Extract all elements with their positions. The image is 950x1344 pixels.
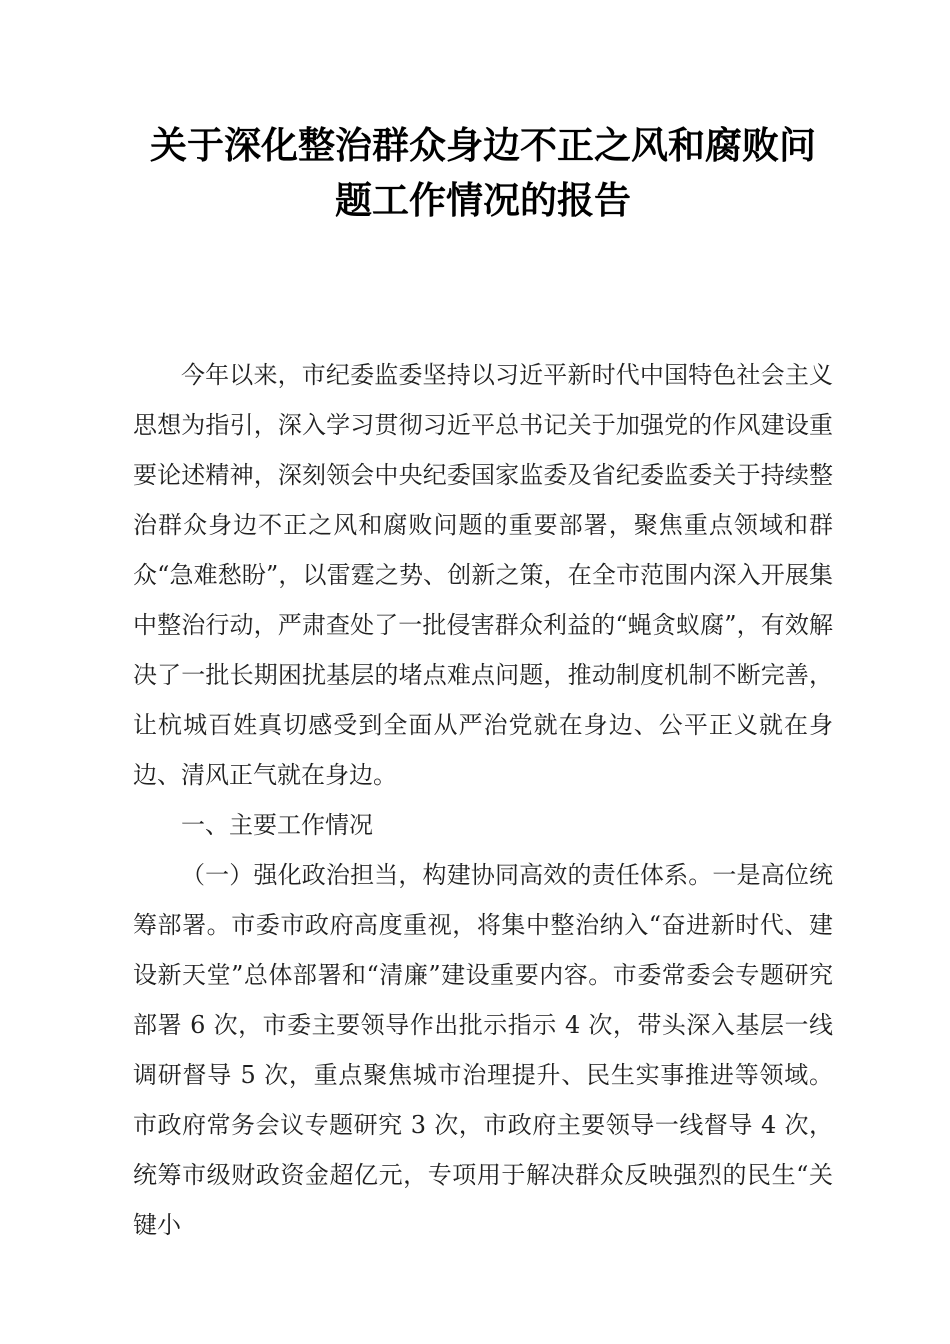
- section-heading-main-work: 一、主要工作情况: [181, 811, 373, 839]
- paragraph-section-one: （一）强化政治担当，构建协同高效的责任体系。一是高位统筹部署。市委市政府高度重视，将集中整治纳入“奋进新时代、建设新天堂”总体部署和“清廉”建设重要内容。市委常委会专题研究部署 6 次，市委主要领导作出批示指示 4 次，带头深入基层一线调研督导 5 次，重点聚焦城市治理提升、民生实事推进等领域。市政府常务会议专题研究 3 次，市政府主要领导一线督导 4 次，统筹市级财政资金超亿元，专项用于解决群众反映强烈的民生“关键小: [133, 861, 833, 1239]
- document-title: 关于深化整治群众身边不正之风和腐败问题工作情况的报告: [150, 124, 816, 222]
- document-body: [133, 350, 833, 1250]
- paragraph-intro: 今年以来，市纪委监委坚持以习近平新时代中国特色社会主义思想为指引，深入学习贯彻习近平总书记关于加强党的作风建设重要论述精神，深刻领会中央纪委国家监委及省纪委监委关于持续整治群众身边不正之风和腐败问题的重要部署，聚焦重点领域和群众“急难愁盼”，以雷霆之势、创新之策，在全市范围内深入开展集中整治行动，严肃查处了一批侵害群众利益的“蝇贪蚁腐”，有效解决了一批长期困扰基层的堵点难点问题，推动制度机制不断完善，让杭城百姓真切感受到全面从严治党就在身边、公平正义就在身边、清风正气就在身边。: [133, 361, 833, 789]
